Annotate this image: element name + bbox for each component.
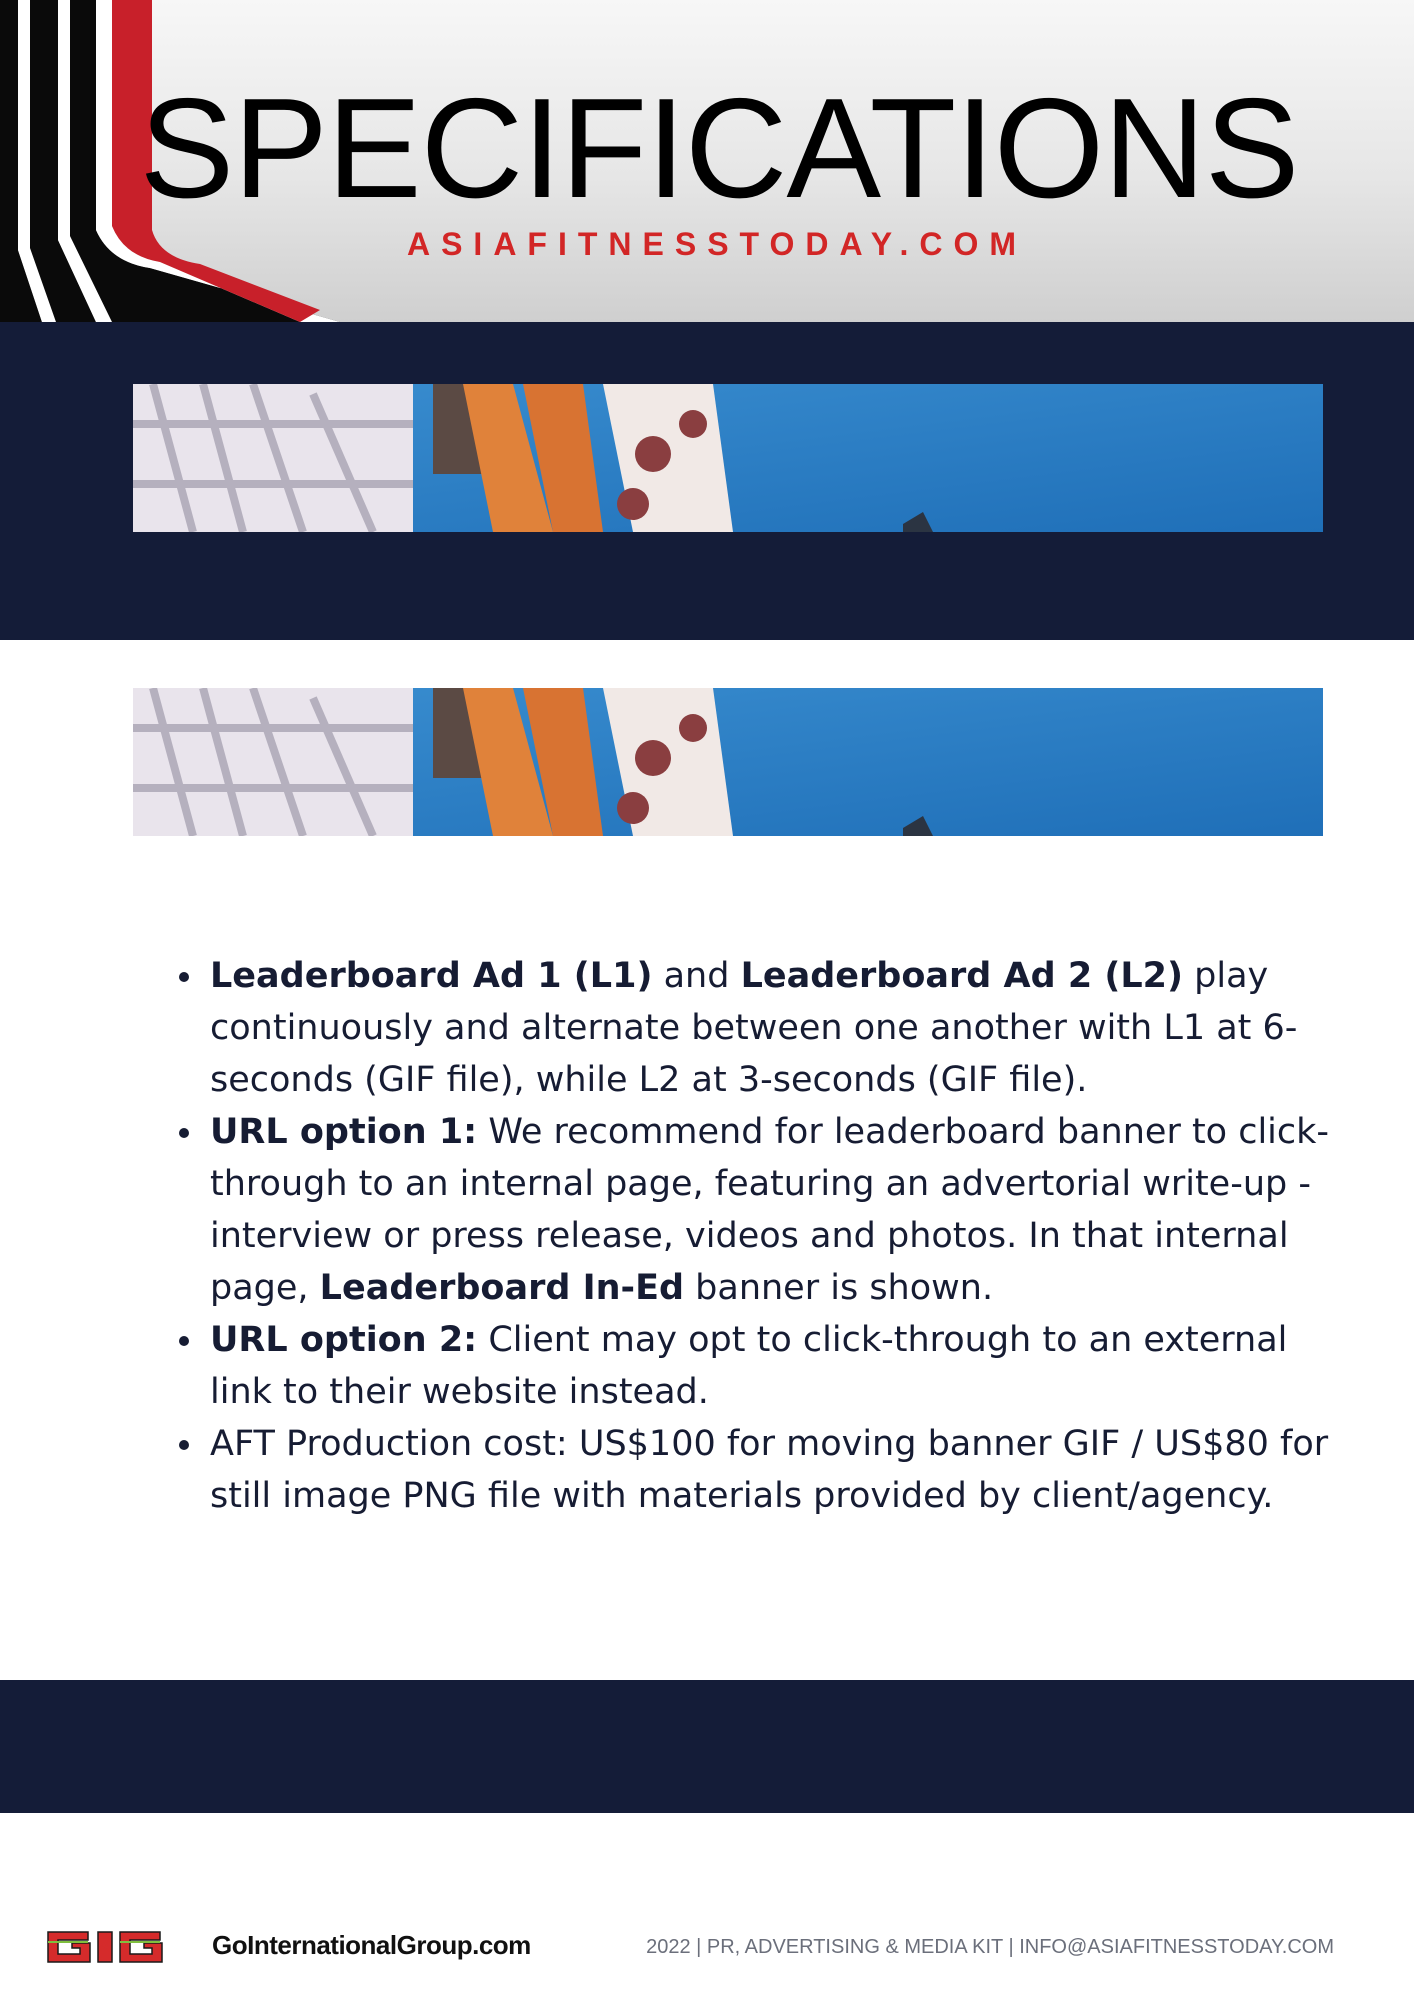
leaderboard-banner-2 [133,688,1323,836]
text-span: play continuously and alternate between one another with L1 at 6-seconds (GIF file), while L2 at 3-seconds (GIF file). [210,956,1298,1100]
specifications-list [160,950,1336,1522]
bottom-navy-band [0,1680,1414,1813]
footer-site-link[interactable]: GoInternationalGroup.com [212,1930,531,1960]
url-option-2-label: URL option 2: [210,1320,478,1360]
leaderboard-banner-1 [133,384,1323,532]
leaderboard-ad-1-label: Leaderboard Ad 1 (L1) [210,956,653,996]
gig-logo-icon [44,1928,194,1966]
list-item [206,1418,1336,1522]
text-span: Client may opt to click-through to an external link to their website instead. [210,1320,1288,1412]
text-span: banner is shown. [684,1268,994,1308]
text-span: AFT Production cost: US$100 for moving banner GIF / US$80 for still image PNG file with materials provided by client/agency. [210,1424,1329,1516]
page-title: SPECIFICATIONS [139,69,1299,228]
url-option-1-label: URL option 1: [210,1112,478,1152]
leaderboard-in-ed-label: Leaderboard In-Ed [319,1268,685,1308]
text-span: and [652,956,741,996]
header [0,0,1414,322]
banner-image [133,688,1323,836]
list-item [206,950,1336,1106]
text-span: We recommend for leaderboard banner to click-through to an internal page, featuring an advertorial write-up - interview or press release, videos and photos. In that internal page, [210,1112,1330,1308]
banner-image [133,384,1323,532]
list-item [206,1106,1336,1314]
list-item [206,1314,1336,1418]
site-subtitle: ASIAFITNESSTODAY.COM [406,226,1028,262]
leaderboard-ad-2-label: Leaderboard Ad 2 (L2) [740,956,1184,996]
footer-info: 2022 | PR, ADVERTISING & MEDIA KIT | INFO@ASIAFITNESSTODAY.COM [646,1936,1334,1958]
